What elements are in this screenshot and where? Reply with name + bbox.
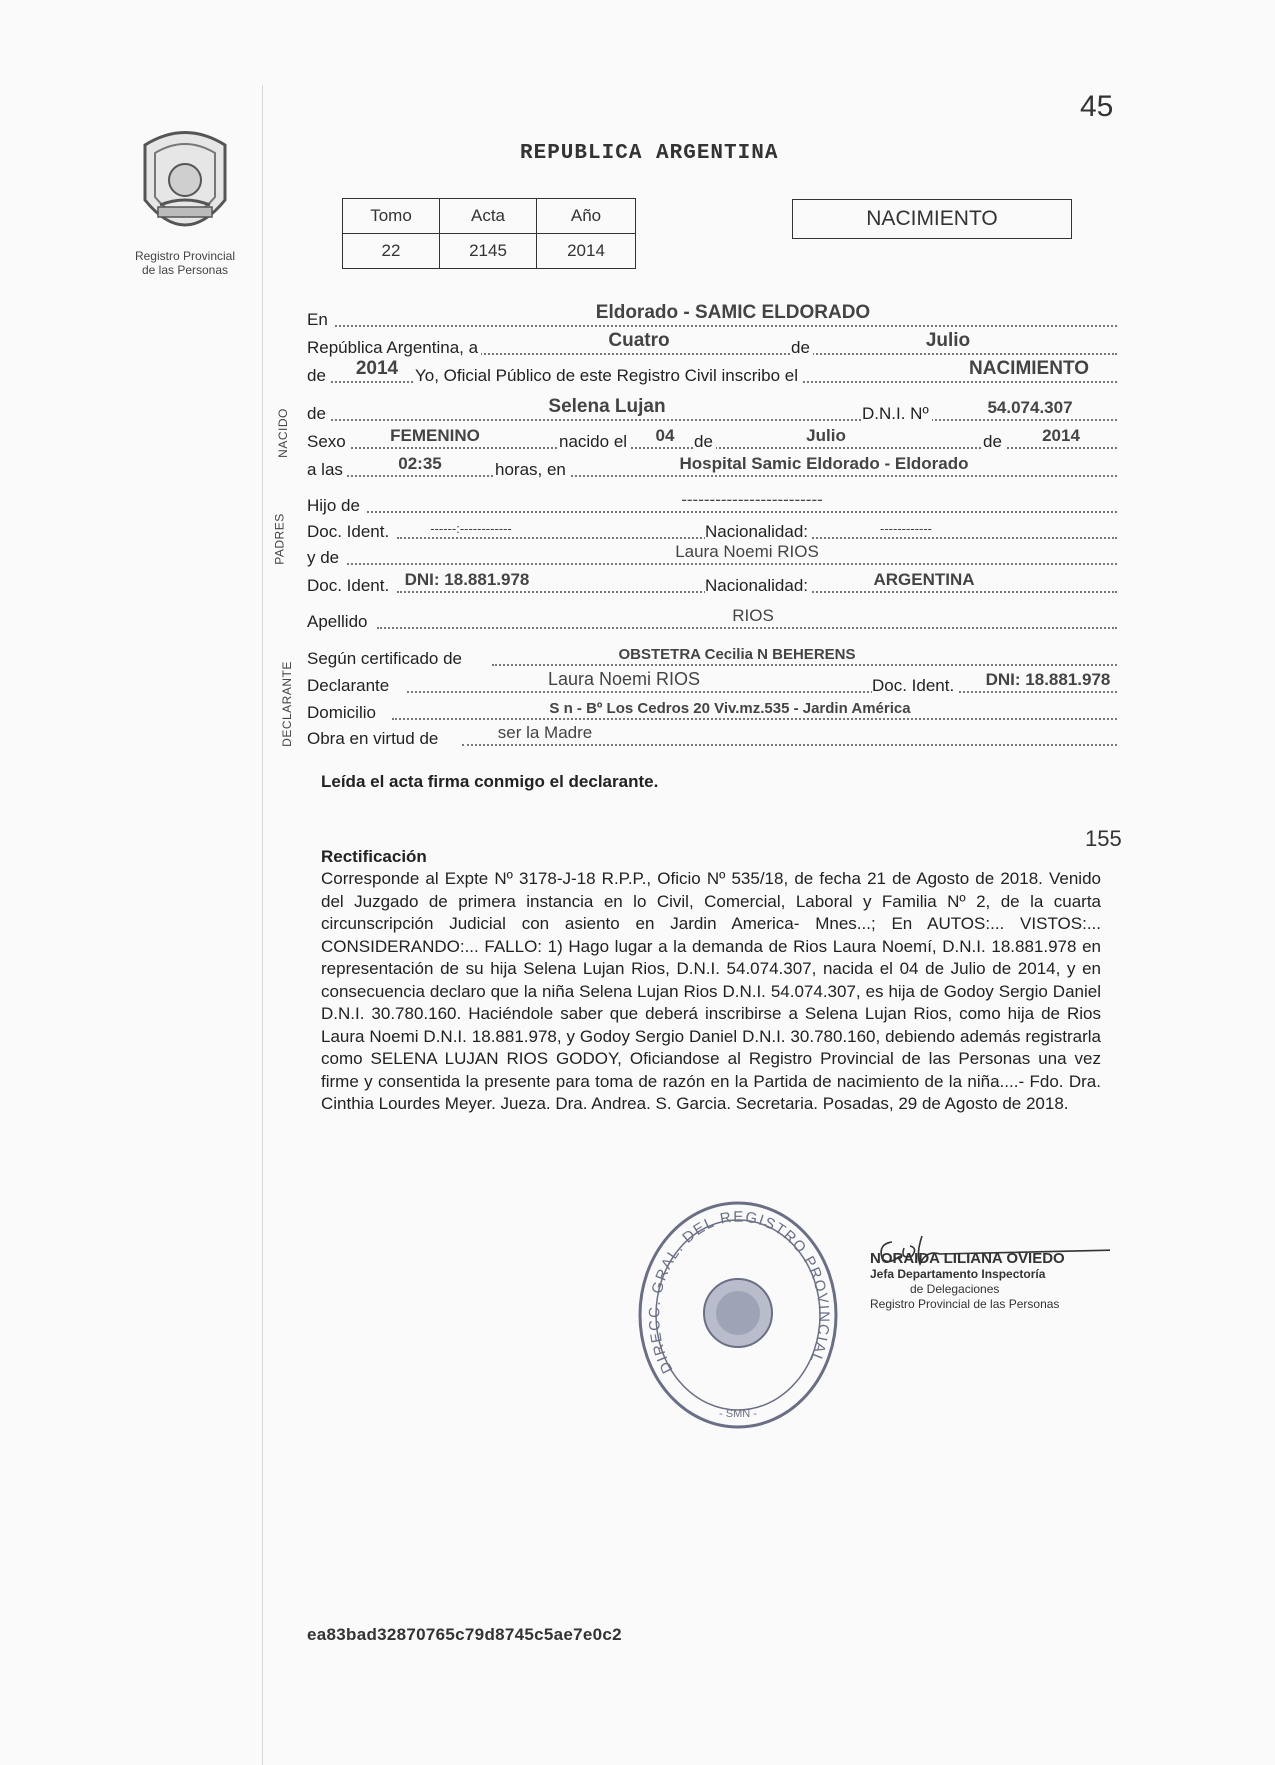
row-obra — [307, 725, 1117, 749]
value-nombre: Selena Lujan — [548, 396, 666, 417]
logo-caption-1: Registro Provincial — [134, 249, 236, 263]
value-certificado: OBSTETRA Cecilia N BEHERENS — [618, 646, 856, 663]
marginal-number: 155 — [1085, 826, 1122, 851]
document-title: REPUBLICA ARGENTINA — [520, 142, 779, 165]
margin-line — [262, 85, 263, 1765]
label-domicilio: Domicilio — [307, 703, 379, 723]
label-doc-ident-3: Doc. Ident. — [872, 676, 957, 696]
value-padre-nac: ------------ — [880, 521, 932, 536]
label-y-de: y de — [307, 548, 342, 568]
tomo-header: Tomo — [343, 199, 440, 234]
value-inscribe: NACIMIENTO — [969, 358, 1089, 379]
row-declarante — [307, 669, 1117, 696]
label-en: En — [307, 310, 331, 330]
label-doc-ident-2: Doc. Ident. — [307, 576, 392, 596]
acta-value: 2145 — [440, 234, 537, 269]
side-label-declarante: DECLARANTE — [279, 661, 294, 747]
value-sexo: FEMENINO — [390, 426, 480, 445]
value-declarante-doc: DNI: 18.881.978 — [985, 670, 1111, 689]
leida-statement: Leída el acta firma conmigo el declarante. — [321, 772, 659, 791]
value-lugar: Eldorado - SAMIC ELDORADO — [595, 302, 871, 323]
label-de-anio: de — [307, 366, 329, 386]
side-label-nacido: NACIDO — [275, 408, 290, 458]
value-madre-doc: DNI: 18.881.978 — [404, 570, 530, 589]
row-apellido — [307, 608, 1117, 632]
stamp-seal-icon — [633, 1195, 843, 1435]
label-yo: Yo, Oficial Público de este Registro Civil inscribo el — [415, 366, 801, 386]
row-sexo — [307, 428, 1117, 452]
side-label-padres: PADRES — [272, 513, 287, 565]
row-hijo — [307, 492, 1117, 516]
value-padre: ------------------------- — [681, 490, 823, 509]
signer-title-1: Jefa Departamento Inspectoría — [870, 1267, 1046, 1281]
acta-header: Acta — [440, 199, 537, 234]
label-de-nacanio: de — [983, 432, 1005, 452]
row-certificado — [307, 645, 1117, 669]
logo-caption-2: de las Personas — [141, 263, 229, 277]
label-nacionalidad: Nacionalidad: — [705, 522, 811, 542]
row-padre-doc — [307, 518, 1117, 542]
handwritten-signature-icon — [870, 1230, 1110, 1270]
value-hora: 02:35 — [398, 454, 442, 473]
label-nacionalidad-2: Nacionalidad: — [705, 576, 811, 596]
label-de-nacmes: de — [694, 432, 716, 452]
signer-title-3: Registro Provincial de las Personas — [870, 1297, 1060, 1311]
value-dni: 54.074.307 — [987, 398, 1073, 417]
row-hora — [307, 456, 1117, 480]
label-republica: República Argentina, a — [307, 338, 481, 358]
label-doc-ident: Doc. Ident. — [307, 522, 392, 542]
row-en — [307, 302, 1117, 330]
label-hijo-de: Hijo de — [307, 496, 363, 516]
official-stamp — [633, 1195, 843, 1435]
document-hash: ea83bad32870765c79d8745c5ae7e0c2 — [307, 1625, 622, 1644]
signer-title-2: de Delegaciones — [910, 1282, 1000, 1296]
row-domicilio — [307, 699, 1117, 723]
label-nacido: nacido el — [559, 432, 630, 452]
tomo-value: 22 — [343, 234, 440, 269]
stamp-bottom-text: - SMN - — [719, 1408, 757, 1420]
value-madre: Laura Noemi RIOS — [675, 542, 819, 561]
label-de-mes: de — [791, 338, 813, 358]
value-domicilio: S n - Bº Los Cedros 20 Viv.mz.535 - Jardin América — [549, 700, 911, 717]
row-madre-doc — [307, 572, 1117, 596]
label-a-las: a las — [307, 460, 346, 480]
province-logo — [110, 125, 260, 277]
rectificacion-body: Corresponde al Expte Nº 3178-J-18 R.P.P., Oficio Nº 535/18, de fecha 21 de Agosto de 2018. Venido del Juzgado de primera instancia en lo Civil, Comercial, Laboral y Familia Nº 2, de la cuarta circunscripción Judicial con asiento en Jardin America- Mnes...; En AUTOS:... VISTOS:... CONSIDERANDO:... FALLO: 1) Hago lugar a la demanda de Rios Laura Noemí, D.N.I. 18.881.978 en representación de su hija Selena Lujan Rios, D.N.I. 54.074.307, nacida el 04 de Julio de 2014, y en consecuencia declaro que la niña Selena Lujan Rios D.N.I. 54.074.307, es hija de Godoy Sergio Daniel D.N.I. 30.780.160. Haciéndole saber que deberá inscribirse a Selena Lujan Rios, como hija de Rios Laura Noemi D.N.I. 18.881.978, y Godoy Sergio Daniel D.N.I. 30.780.160, debiendo además registrarla como SELENA LUJAN RIOS GODOY, Oficiandose al Registro Provincial de las Personas una vez firme y consentida la presente para toma de razón en la Partida de nacimiento de la niña....- Fdo. Dra. Cinthia Lourdes Meyer. Jueza. Dra. Andrea. S. Garcia. Secretaria. Posadas, 29 de Agosto de 2018. — [321, 869, 1101, 1113]
acta-table — [342, 198, 636, 269]
rectificacion-title: Rectificación — [321, 847, 427, 866]
value-nac-dia: 04 — [655, 426, 675, 445]
row-inscribe — [307, 358, 1117, 386]
value-obra: ser la Madre — [497, 723, 593, 742]
signer-name: NORAIDA LILIANA OVIEDO — [870, 1250, 1065, 1267]
value-nac-mes: Julio — [806, 426, 846, 445]
svg-text:DIRECC. GRAL. DEL REGISTRO PRO: DIRECC. GRAL. DEL REGISTRO PROVINCIAL — [646, 1208, 833, 1376]
signature-block — [870, 1230, 1110, 1312]
label-declarante: Declarante — [307, 676, 392, 696]
value-mes: Julio — [925, 330, 971, 351]
anio-header: Año — [537, 199, 636, 234]
label-dni: D.N.I. Nº — [862, 404, 932, 424]
value-dia: Cuatro — [608, 330, 670, 351]
value-apellido: RIOS — [732, 606, 774, 625]
label-horas-en: horas, en — [495, 460, 569, 480]
value-lugar-nac: Hospital Samic Eldorado - Eldorado — [679, 454, 969, 473]
value-declarante: Laura Noemi RIOS — [547, 669, 701, 689]
label-de-nombre: de — [307, 404, 329, 424]
value-nac-anio: 2014 — [1042, 426, 1080, 445]
value-padre-doc: ------:------------ — [430, 521, 512, 536]
row-nombre — [307, 396, 1117, 424]
value-madre-nac: ARGENTINA — [873, 570, 975, 589]
label-apellido: Apellido — [307, 612, 371, 632]
record-type-box: NACIMIENTO — [792, 199, 1072, 239]
anio-value: 2014 — [537, 234, 636, 269]
value-anio: 2014 — [355, 358, 399, 379]
page-number: 45 — [1080, 90, 1114, 123]
label-sexo: Sexo — [307, 432, 349, 452]
label-obra: Obra en virtud de — [307, 729, 441, 749]
label-segun: Según certificado de — [307, 649, 465, 669]
misiones-seal-icon — [130, 125, 240, 245]
row-madre — [307, 544, 1117, 568]
row-fecha — [307, 330, 1117, 358]
